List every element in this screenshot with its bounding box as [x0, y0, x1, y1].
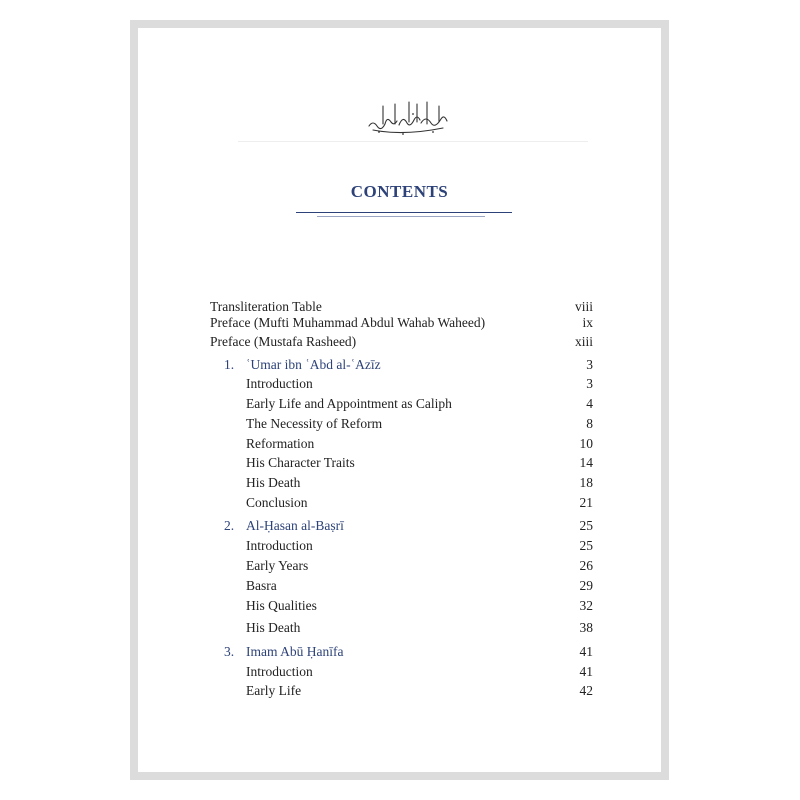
toc-page-number: 42	[579, 683, 593, 698]
toc-page-number: 8	[586, 416, 593, 431]
toc-page-number: 29	[579, 578, 593, 593]
section-label: Early Life	[246, 683, 302, 698]
chapter-title: ʿUmar ibn ʿAbd al-ʿAzīz	[246, 357, 381, 372]
toc-page-number: 41	[579, 644, 593, 659]
section-label: His Character Traits	[246, 455, 355, 470]
toc-page-number: 3	[586, 357, 593, 372]
toc-page-number: 4	[586, 396, 593, 411]
toc-chapter	[138, 518, 661, 534]
toc-page-number: 25	[579, 518, 593, 533]
toc-chapter	[138, 357, 661, 373]
toc-section	[138, 475, 661, 491]
toc-page-number: 26	[579, 558, 593, 573]
toc-section	[138, 538, 661, 554]
toc-page-number: 32	[579, 598, 593, 613]
toc-section	[138, 436, 661, 452]
toc-entry-label: Preface (Mustafa Rasheed)	[210, 334, 357, 349]
section-label: Early Life and Appointment as Caliph	[246, 396, 452, 411]
toc-page-number: 38	[579, 620, 593, 635]
toc-page-number: xiii	[574, 334, 593, 349]
toc-section	[138, 376, 661, 392]
section-label: Reformation	[246, 436, 315, 451]
toc-entry-label: Transliteration Table	[210, 299, 322, 314]
section-label: Introduction	[246, 664, 313, 679]
toc-page-number: 18	[579, 475, 593, 490]
section-label: His Qualities	[246, 598, 317, 613]
toc-section	[138, 598, 661, 614]
toc-section	[138, 495, 661, 511]
chapter-number: 2.	[224, 518, 235, 533]
toc-page-number: 14	[579, 455, 593, 470]
toc-section	[138, 683, 661, 699]
chapter-title: Imam Abū Ḥanīfa	[246, 644, 344, 659]
toc-chapter	[138, 644, 661, 660]
toc-page-number: 10	[579, 436, 593, 451]
toc-page-number: 41	[579, 664, 593, 679]
section-label: Conclusion	[246, 495, 308, 510]
section-label: Introduction	[246, 376, 313, 391]
toc-page-number: ix	[582, 315, 593, 330]
toc-section	[138, 396, 661, 412]
chapter-title: Al-Ḥasan al-Baṣrī	[246, 518, 344, 533]
toc-section	[138, 558, 661, 574]
section-label: Introduction	[246, 538, 313, 553]
section-label: His Death	[246, 620, 301, 635]
section-label: Early Years	[246, 558, 309, 573]
toc-page-number: 3	[586, 376, 593, 391]
table-of-contents	[138, 28, 661, 772]
toc-section	[138, 416, 661, 432]
toc-page-number: viii	[574, 299, 593, 314]
toc-section	[138, 455, 661, 471]
toc-entry-label: Preface (Mufti Muhammad Abdul Wahab Waheed)	[210, 315, 486, 330]
toc-page-number: 25	[579, 538, 593, 553]
toc-entry	[138, 315, 661, 331]
section-label: Basra	[246, 578, 277, 593]
document-page	[138, 28, 661, 772]
page-title: CONTENTS	[350, 182, 449, 201]
chapter-number: 3.	[224, 644, 235, 659]
toc-section	[138, 620, 661, 636]
chapter-number: 1.	[224, 357, 235, 372]
toc-section	[138, 578, 661, 594]
page-frame	[130, 20, 669, 780]
toc-entry	[138, 299, 661, 315]
section-label: The Necessity of Reform	[246, 416, 383, 431]
toc-section	[138, 664, 661, 680]
toc-page-number: 21	[579, 495, 593, 510]
section-label: His Death	[246, 475, 301, 490]
toc-entry	[138, 334, 661, 350]
